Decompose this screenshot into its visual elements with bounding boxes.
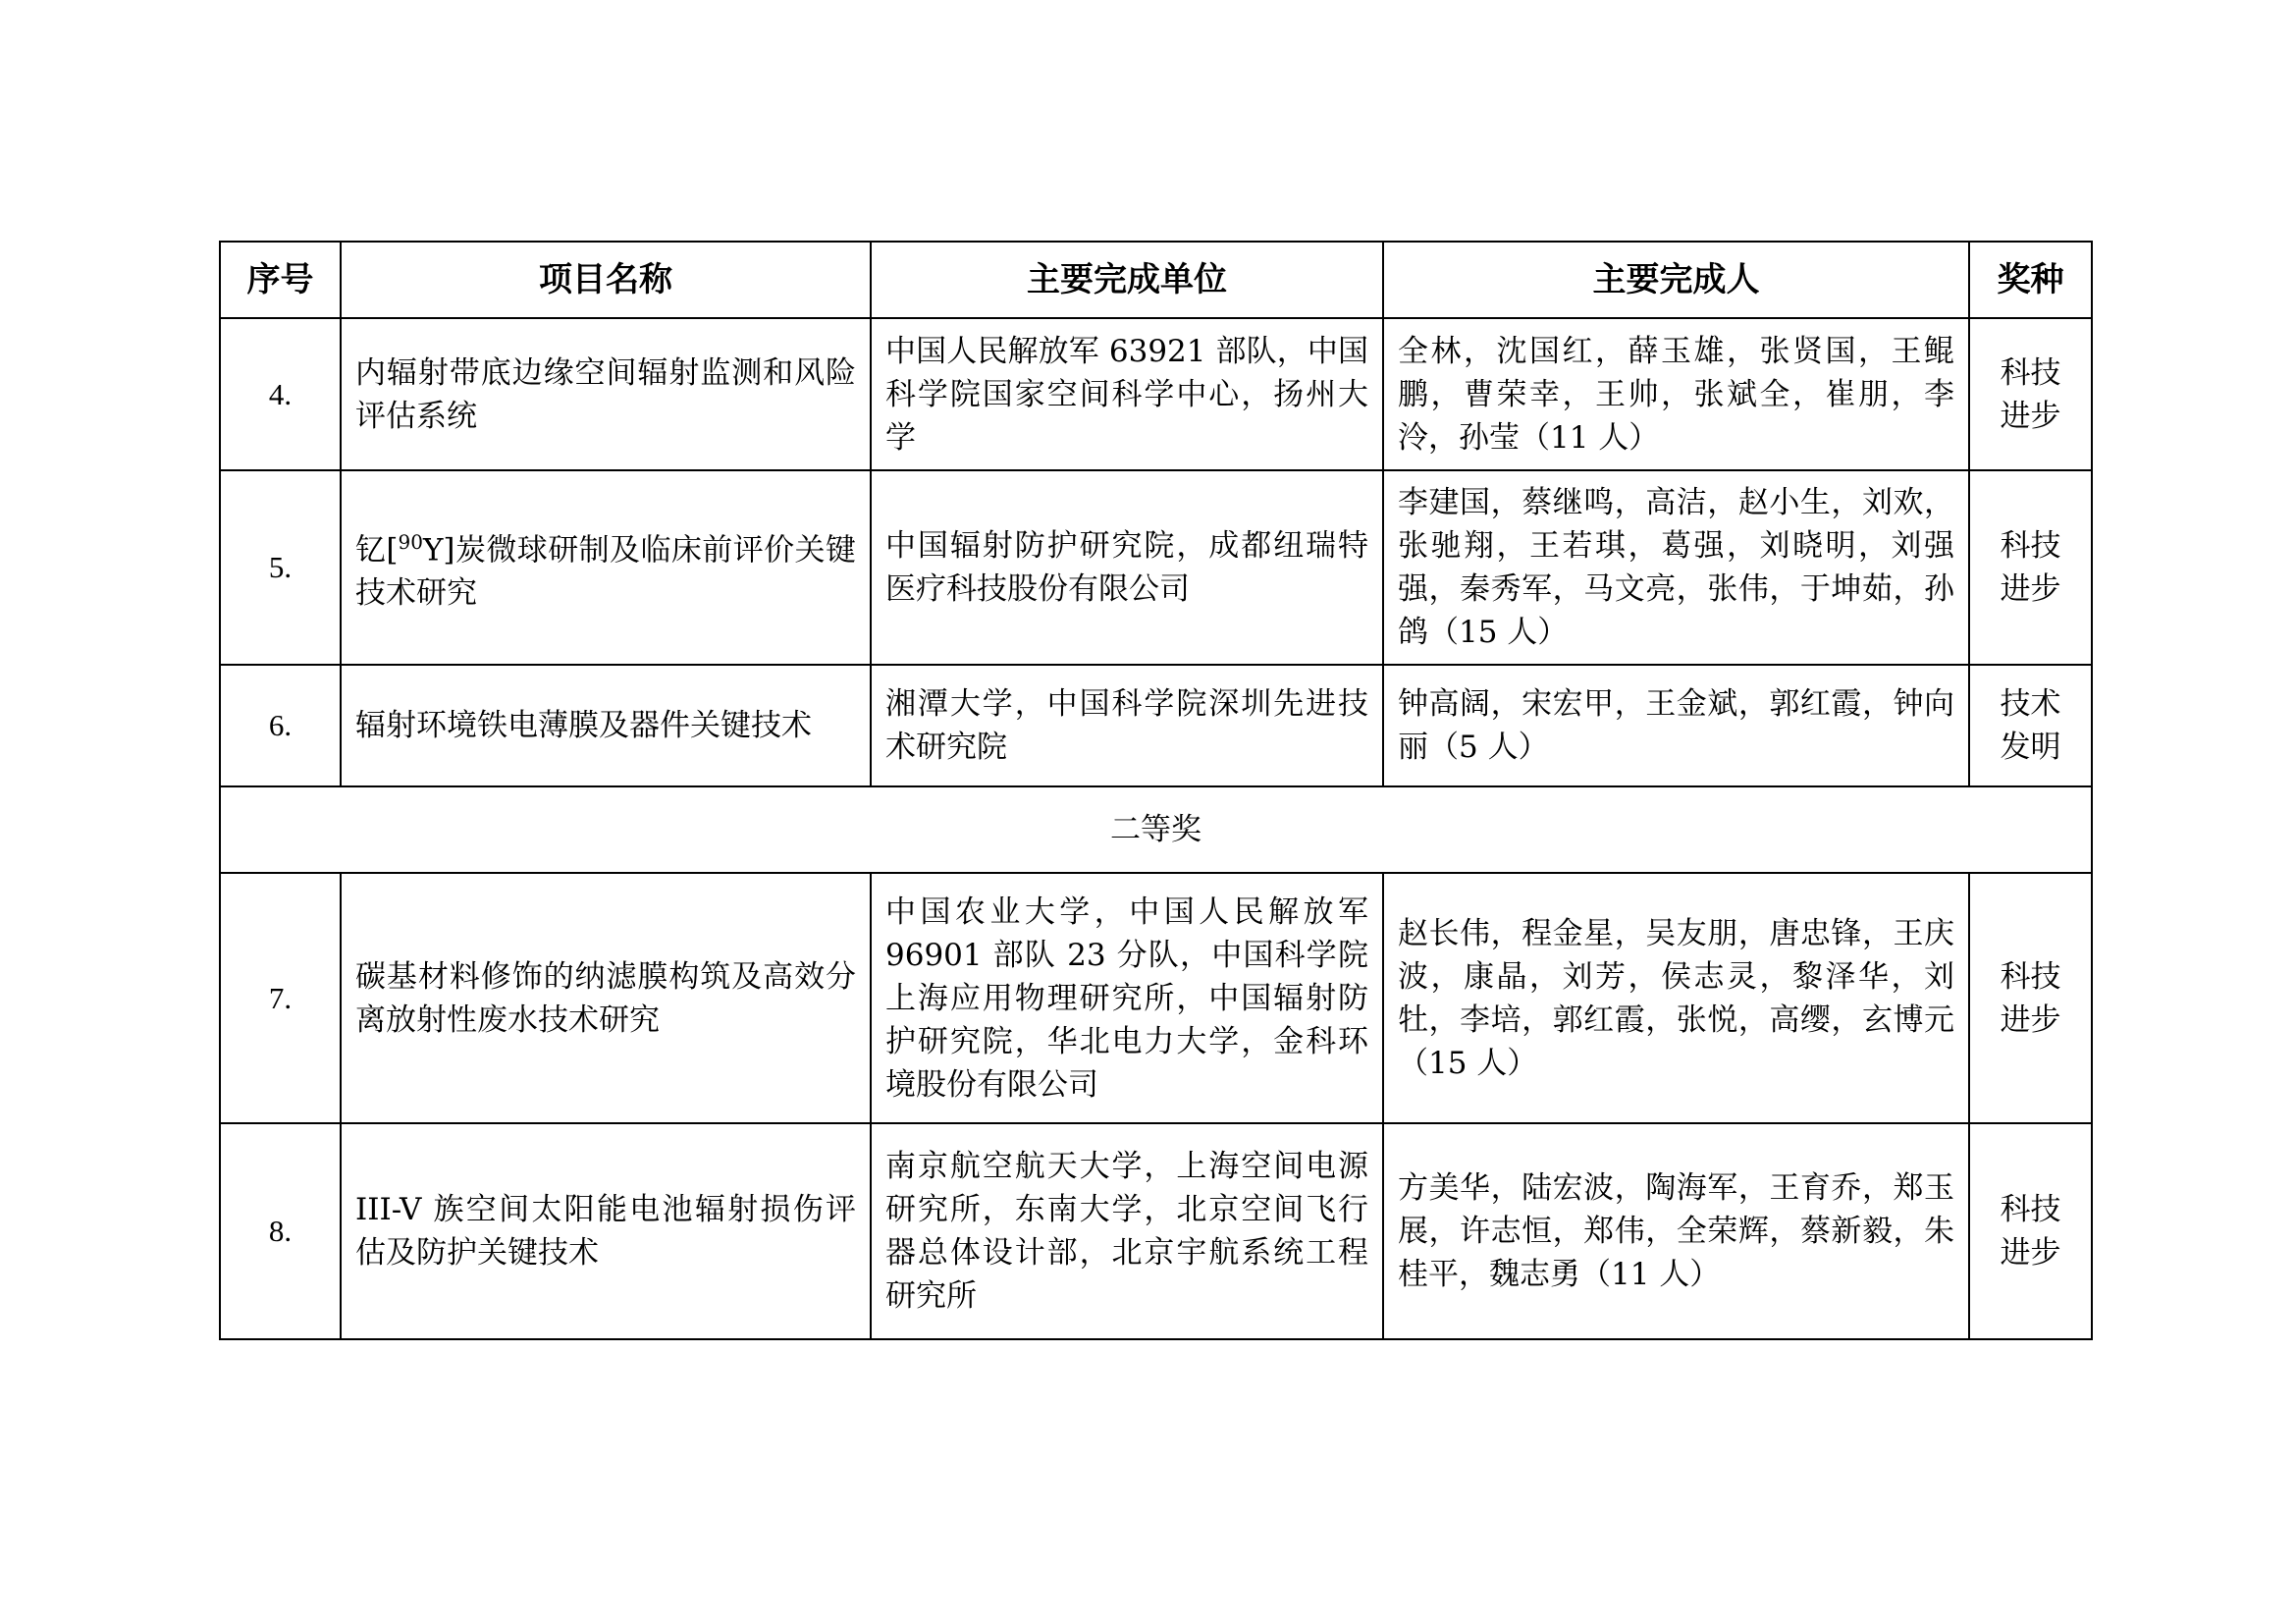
project-name-prefix: 钇[: [355, 532, 399, 568]
completion-people: 李建国，蔡继鸣，高洁，赵小生，刘欢，张驰翔，王若琪，葛强，刘晓明，刘强强，秦秀军，马文亮，张伟，于坤茹，孙鸽（15 人）: [1383, 470, 1969, 665]
completion-units: 南京航空航天大学，上海空间电源研究所，东南大学，北京空间飞行器总体设计部，北京宇航系统工程研究所: [871, 1123, 1383, 1339]
row-number: 7.: [220, 873, 341, 1123]
row-number: 6.: [220, 665, 341, 786]
isotope-mass-number: 90: [398, 529, 423, 554]
awards-table: [219, 241, 2093, 1340]
award-kind: 科技 进步: [1969, 470, 2092, 665]
project-name: 碳基材料修饰的纳滤膜构筑及高效分离放射性废水技术研究: [341, 873, 871, 1123]
table-row: [220, 318, 2092, 470]
award-kind: 科技 进步: [1969, 318, 2092, 470]
completion-people: 赵长伟，程金星，吴友朋，唐忠锋，王庆波，康晶，刘芳，侯志灵，黎泽华，刘牡，李培，郭红霞，张悦，高缨，玄博元（15 人）: [1383, 873, 1969, 1123]
table-row: [220, 470, 2092, 665]
table-row: [220, 665, 2092, 786]
header-seq: 序号: [220, 242, 341, 318]
row-number: 8.: [220, 1123, 341, 1339]
header-award-kind: 奖种: [1969, 242, 2092, 318]
table-row: [220, 873, 2092, 1123]
row-number: 5.: [220, 470, 341, 665]
completion-people: 方美华，陆宏波，陶海军，王育乔，郑玉展，许志恒，郑伟，全荣辉，蔡新毅，朱桂平，魏志勇（11 人）: [1383, 1123, 1969, 1339]
project-name: [341, 470, 871, 665]
project-name-suffix: Y]炭微球研制及临床前评价关键技术研究: [355, 532, 856, 612]
table-row: [220, 1123, 2092, 1339]
group-row: [220, 786, 2092, 873]
award-kind: 科技 进步: [1969, 873, 2092, 1123]
completion-units: 中国辐射防护研究院，成都纽瑞特医疗科技股份有限公司: [871, 470, 1383, 665]
completion-people: 全林，沈国红，薛玉雄，张贤国，王鲲鹏，曹荣幸，王帅，张斌全，崔朋，李泠，孙莹（11 人）: [1383, 318, 1969, 470]
completion-units: 中国农业大学，中国人民解放军 96901 部队 23 分队，中国科学院上海应用物理研究所，中国辐射防护研究院，华北电力大学，金科环境股份有限公司: [871, 873, 1383, 1123]
completion-units: 中国人民解放军 63921 部队，中国科学院国家空间科学中心，扬州大学: [871, 318, 1383, 470]
completion-units: 湘潭大学，中国科学院深圳先进技术研究院: [871, 665, 1383, 786]
header-project: 项目名称: [341, 242, 871, 318]
award-kind: 科技 进步: [1969, 1123, 2092, 1339]
project-name: 辐射环境铁电薄膜及器件关键技术: [341, 665, 871, 786]
second-prize-heading: 二等奖: [220, 786, 2092, 873]
header-people: 主要完成人: [1383, 242, 1969, 318]
completion-people: 钟高阔，宋宏甲，王金斌，郭红霞，钟向丽（5 人）: [1383, 665, 1969, 786]
table-header-row: [220, 242, 2092, 318]
project-name: III-V 族空间太阳能电池辐射损伤评估及防护关键技术: [341, 1123, 871, 1339]
header-units: 主要完成单位: [871, 242, 1383, 318]
award-kind: 技术 发明: [1969, 665, 2092, 786]
project-name: 内辐射带底边缘空间辐射监测和风险评估系统: [341, 318, 871, 470]
row-number: 4.: [220, 318, 341, 470]
